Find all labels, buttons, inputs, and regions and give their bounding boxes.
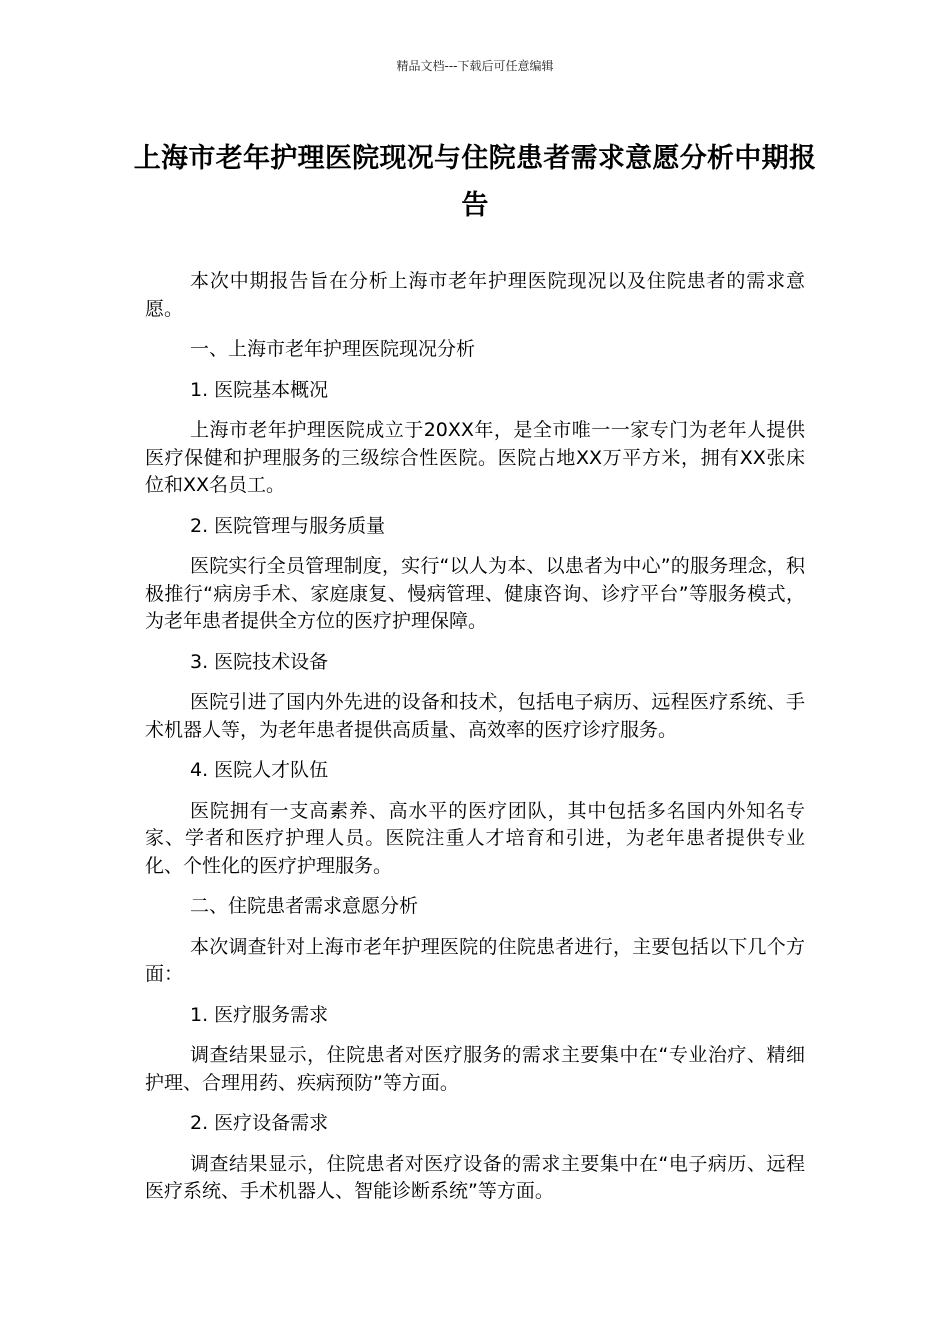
paragraph: 本次调查针对上海市老年护理医院的住院患者进行，主要包括以下几个方面： <box>145 935 805 985</box>
subsection-heading: 2. 医疗设备需求 <box>190 1112 329 1134</box>
paragraph: 医院引进了国内外先进的设备和技术，包括电子病历、远程医疗系统、手术机器人等，为老年患者提供高质量、高效率的医疗诊疗服务。 <box>145 691 805 741</box>
subsection-heading: 1. 医疗服务需求 <box>190 1003 329 1026</box>
paragraph: 调查结果显示，住院患者对医疗服务的需求主要集中在“专业治疗、精细护理、合理用药、疾病预防”等方面。 <box>145 1044 805 1094</box>
paragraph: 上海市老年护理医院成立于20XX年，是全市唯一一家专门为老年人提供医疗保健和护理服务的三级综合性医院。医院占地XX万平方米，拥有XX张床位和XX名员工。 <box>145 419 805 496</box>
document-body <box>145 268 805 1206</box>
subsection-heading: 2. 医院管理与服务质量 <box>190 514 386 537</box>
paragraph: 医院实行全员管理制度，实行“以人为本、以患者为中心”的服务理念，积极推行“病房手术、家庭康复、慢病管理、健康咨询、诊疗平台”等服务模式，为老年患者提供全方位的医疗护理保障。 <box>145 555 805 632</box>
paragraph: 医院拥有一支高素养、高水平的医疗团队，其中包括多名国内外知名专家、学者和医疗护理人员。医院注重人才培育和引进，为老年患者提供专业化、个性化的医疗护理服务。 <box>145 799 805 877</box>
paragraph: 调查结果显示，住院患者对医疗设备的需求主要集中在“电子病历、远程医疗系统、手术机器人、智能诊断系统”等方面。 <box>145 1152 805 1202</box>
document-title: 上海市老年护理医院现况与住院患者需求意愿分析中期报告 <box>133 143 817 221</box>
section-heading-1: 一、上海市老年护理医院现况分析 <box>190 338 476 360</box>
subsection-heading: 3. 医院技术设备 <box>190 650 329 673</box>
section-heading-2: 二、住院患者需求意愿分析 <box>190 895 419 917</box>
subsection-heading: 4. 医院人才队伍 <box>190 759 329 781</box>
header-note: 精品文档---下载后可任意编辑 <box>396 59 554 73</box>
subsection-heading: 1. 医院基本概况 <box>190 378 329 401</box>
paragraph-intro: 本次中期报告旨在分析上海市老年护理医院现况以及住院患者的需求意愿。 <box>145 270 805 320</box>
